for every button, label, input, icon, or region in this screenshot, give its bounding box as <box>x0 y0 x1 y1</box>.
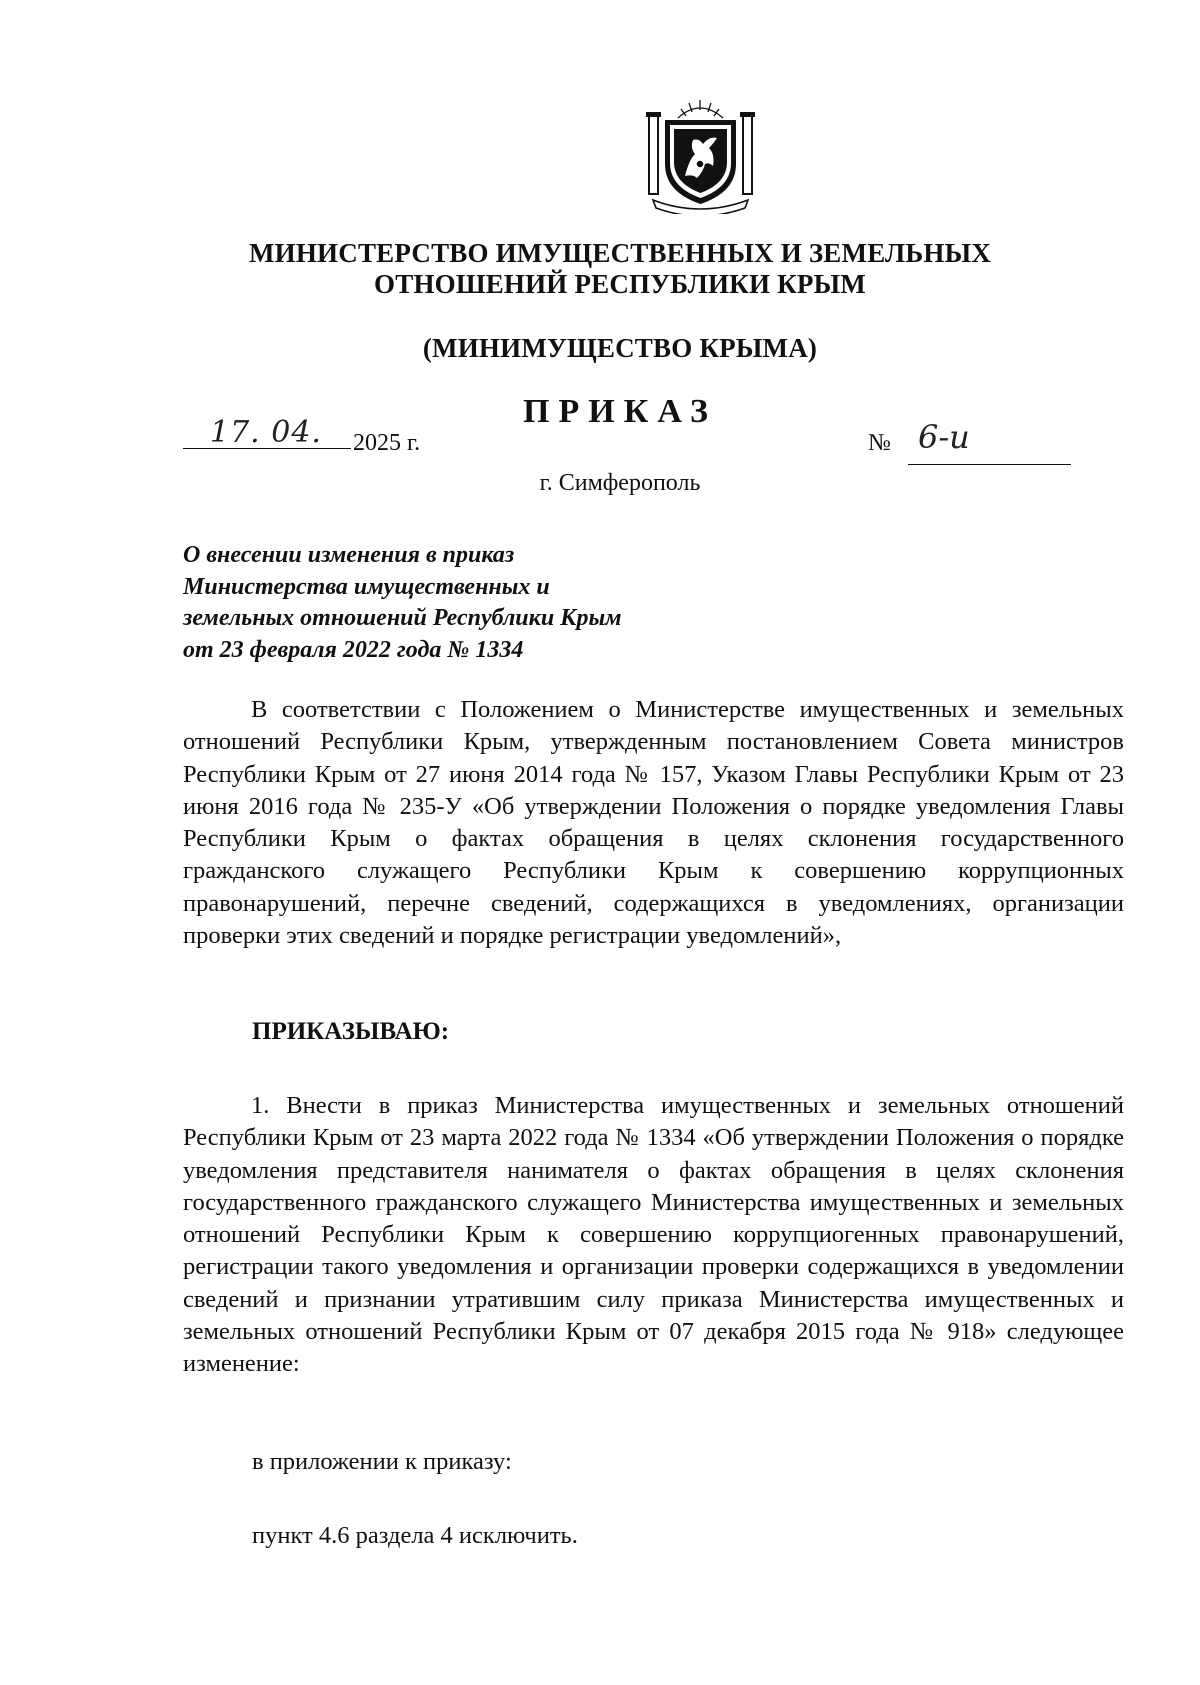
subject-line: земельных отношений Республики Крым <box>183 605 622 631</box>
subject-line: Министерства имущественных и <box>183 573 550 600</box>
number-underline <box>908 464 1071 465</box>
order-date-year: 2025 г. <box>353 430 421 456</box>
crimea-coat-of-arms-icon <box>643 96 758 214</box>
ministry-short-name: (МИНИМУЩЕСТВО КРЫМА) <box>422 333 818 363</box>
preamble-paragraph: В соответствии с Положением о Министерстве имущественных и земельных отношений Республики Крым, утвержденным постановлением Совета министров Республики Крым от 27 июня 2014 года № 157, Указом Главы Республики Крым от 23 июня 2016 года № 235-У «Об утверждении Положения о порядке уведомления Главы Республики Крым о фактах обращения в целях склонения государственного гражданского служащего Республики Крым к совершению коррупционных правонарушений, перечне сведений, содержащихся в уведомлениях, организации проверки этих сведений и порядке регистрации уведомлений», <box>183 696 1124 950</box>
order-city: г. Симферополь <box>539 470 701 496</box>
order-title: ПРИКАЗ <box>523 393 717 430</box>
order-directive-word: ПРИКАЗЫВАЮ: <box>252 1018 450 1045</box>
order-date-handwritten: 17. 04. <box>210 415 322 450</box>
subject-line: от 23 февраля 2022 года № 1334 <box>183 636 524 663</box>
order-number-sign: № <box>868 430 891 456</box>
ministry-name-line1: МИНИСТЕРСТВО ИМУЩЕСТВЕННЫХ И ЗЕМЕЛЬНЫХ <box>248 238 992 268</box>
subject-line: О внесении изменения в приказ <box>183 542 515 568</box>
ministry-name-line2: ОТНОШЕНИЙ РЕСПУБЛИКИ КРЫМ <box>374 269 866 299</box>
item-1-paragraph: 1. Внести в приказ Министерства имущественных и земельных отношений Республики Крым от 23 марта 2022 года № 1334 «Об утверждении Положения о порядке уведомления представителя нанимателя о фактах обращения в целях склонения государственного гражданского служащего Министерства имущественных и земельных отношений Республики Крым к совершению коррупциогенных правонарушений, регистрации такого уведомления и организации проверки содержащихся в уведомлении сведений и признании утратившим силу приказа Министерства имущественных и земельных отношений Республики Крым от 07 декабря 2015 года № 918» следующее изменение: <box>183 1092 1124 1378</box>
exclusion-note: пункт 4.6 раздела 4 исключить. <box>252 1522 578 1549</box>
order-subject <box>183 540 783 666</box>
annex-note: в приложении к приказу: <box>252 1448 512 1475</box>
order-number-handwritten: 6-и <box>918 418 970 456</box>
